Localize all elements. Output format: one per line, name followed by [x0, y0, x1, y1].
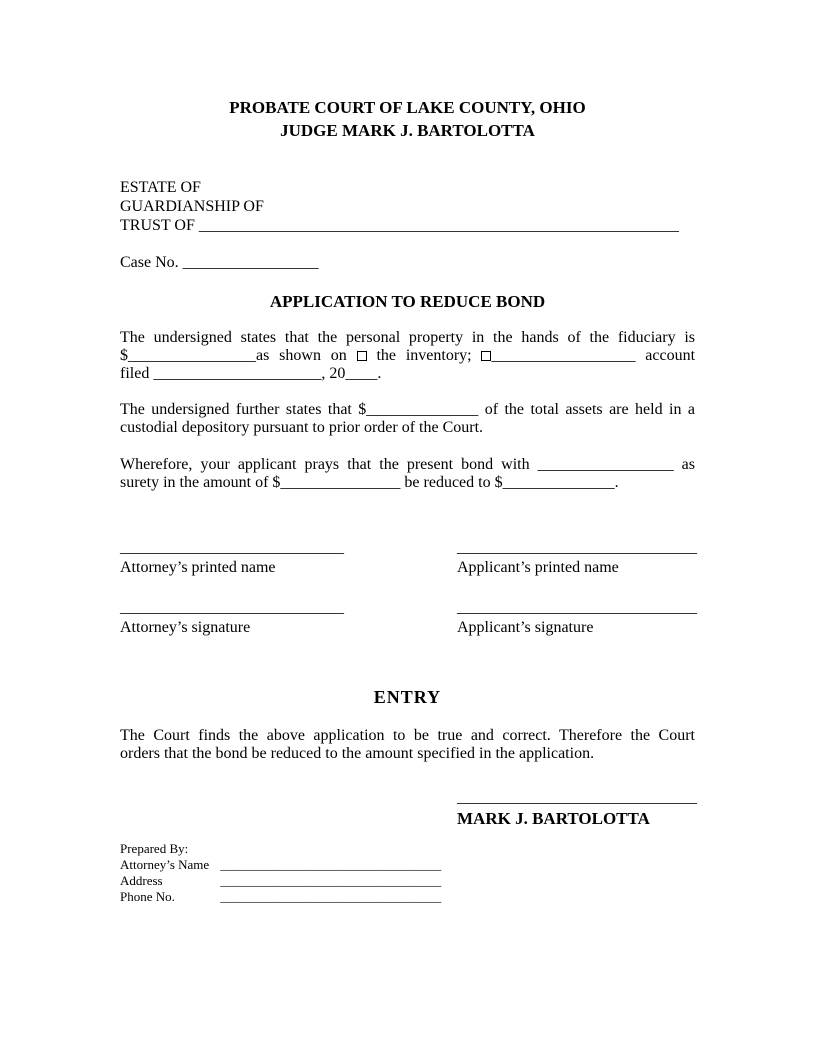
entry-paragraph-line-1: The Court finds the above application to be true and correct. Therefore the Court [120, 727, 695, 744]
applicant-signature-column [457, 599, 697, 637]
applicant-printed-name-line[interactable]: ______________________________ [457, 539, 697, 556]
paragraph-3-line-2: surety in the amount of $_______________ be reduced to $______________. [120, 474, 619, 491]
application-paragraph-2 [120, 401, 695, 437]
address-blank[interactable]: __________________________________ [220, 873, 442, 888]
case-number-blank[interactable]: _________________ [182, 254, 319, 271]
prepared-by-label: Prepared By: [120, 841, 189, 856]
attorney-signature-line[interactable]: ____________________________ [120, 599, 344, 616]
paragraph-2-line-2: custodial depository pursuant to prior order of the Court. [120, 419, 484, 436]
application-paragraph-1 [120, 329, 695, 383]
printed-name-row [120, 539, 695, 577]
paragraph-2-line-1: The undersigned further states that $______________ of the total assets are held in a [120, 401, 695, 418]
trust-of-blank[interactable]: ____________________________________________________________ [198, 217, 679, 234]
judge-signature-line[interactable]: ______________________________ [457, 789, 697, 806]
judge-signature-block [457, 789, 697, 829]
case-number-row [120, 253, 695, 272]
signature-section [120, 539, 695, 637]
judge-name: MARK J. BARTOLOTTA [457, 809, 650, 828]
entry-paragraph [120, 727, 695, 763]
attorney-printed-name-column [120, 539, 457, 577]
paragraph-1-line-2-text-a: $________________as shown on [120, 347, 347, 364]
judge-header-name: JUDGE MARK J. BARTOLOTTA [280, 121, 535, 140]
applicant-signature-label: Applicant’s signature [457, 619, 594, 636]
prepared-by-attorney-name-row [120, 857, 695, 873]
paragraph-1-line-2-text-c: __________________ account [491, 347, 696, 364]
applicant-printed-name-column [457, 539, 697, 577]
phone-number-blank[interactable]: __________________________________ [220, 889, 442, 904]
court-header [120, 96, 695, 142]
prepared-by-block [120, 841, 695, 905]
attorney-printed-name-label: Attorney’s printed name [120, 559, 276, 576]
paragraph-1-line-2-text-b: the inventory; [376, 347, 472, 364]
trust-of-label: TRUST OF [120, 217, 195, 234]
paragraph-1-line-1: The undersigned states that the personal property in the hands of the fiduciary is [120, 329, 695, 346]
phone-number-label: Phone No. [120, 889, 175, 904]
case-caption [120, 178, 695, 235]
prepared-by-address-row [120, 873, 695, 889]
court-name: PROBATE COURT OF LAKE COUNTY, OHIO [229, 98, 586, 117]
entry-title: ENTRY [373, 687, 442, 707]
attorney-name-label: Attorney’s Name [120, 857, 210, 872]
paragraph-3-line-1: Wherefore, your applicant prays that the present bond with _________________ as [120, 456, 695, 473]
account-checkbox[interactable] [481, 351, 491, 361]
paragraph-1-line-3: filed _____________________, 20____. [120, 365, 382, 382]
inventory-checkbox[interactable] [357, 351, 367, 361]
application-title: APPLICATION TO REDUCE BOND [269, 292, 546, 311]
attorney-name-blank[interactable]: __________________________________ [220, 857, 442, 872]
attorney-signature-column [120, 599, 457, 637]
attorney-signature-label: Attorney’s signature [120, 619, 251, 636]
paragraph-1-line-2 [120, 347, 695, 365]
trust-of-row [120, 216, 695, 235]
prepared-by-phone-row [120, 889, 695, 905]
guardianship-of-label: GUARDIANSHIP OF [120, 198, 264, 215]
estate-of-label: ESTATE OF [120, 179, 201, 196]
attorney-printed-name-line[interactable]: ____________________________ [120, 539, 344, 556]
application-paragraph-3 [120, 456, 695, 492]
applicant-printed-name-label: Applicant’s printed name [457, 559, 619, 576]
address-label: Address [120, 873, 163, 888]
entry-paragraph-line-2: orders that the bond be reduced to the amount specified in the application. [120, 745, 595, 762]
case-number-label: Case No. [120, 254, 179, 271]
applicant-signature-line[interactable]: ______________________________ [457, 599, 697, 616]
signature-row [120, 599, 695, 637]
